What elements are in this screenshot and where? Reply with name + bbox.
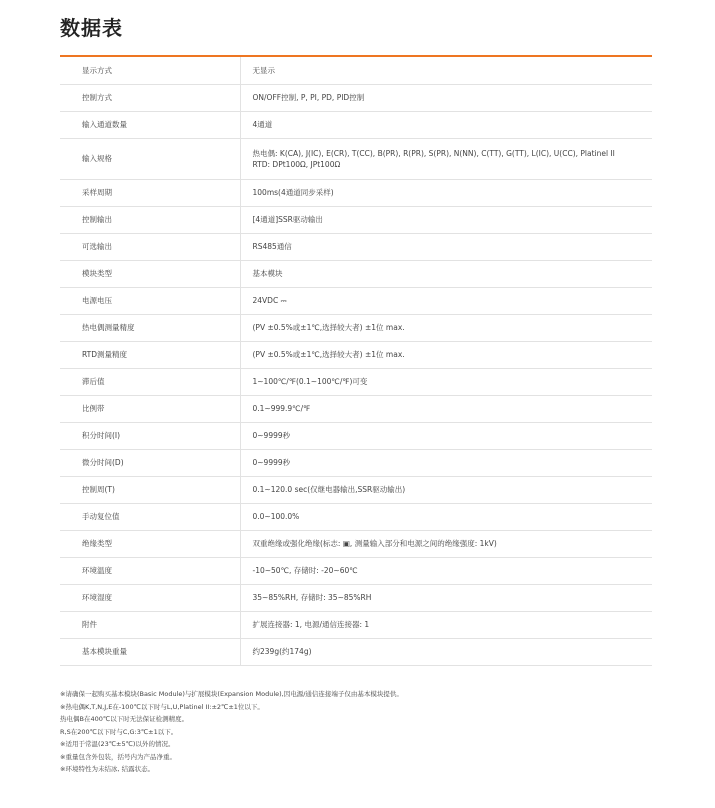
footnotes	[60, 688, 660, 776]
spec-label: 微分时间(D)	[60, 449, 240, 476]
spec-label: 积分时间(I)	[60, 422, 240, 449]
spec-value-line: 1~100℃/℉(0.1~100℃/℉)可变	[252, 377, 368, 386]
spec-table-body	[60, 57, 652, 665]
spec-value-line: 4通道	[252, 120, 273, 129]
spec-value-line: 热电偶: K(CA), J(IC), E(CR), T(CC), B(PR), R(PR), S(PR), N(NN), C(TT), G(TT), L(IC), U(CC), Platinel II	[252, 148, 615, 158]
footnote-line: ※环境特性为未结冰, 结露状态。	[60, 765, 155, 773]
spec-label: RTD测量精度	[60, 341, 240, 368]
spec-value	[240, 260, 652, 287]
spec-value	[240, 422, 652, 449]
spec-value-line: 双重绝缘或强化绝缘(标志: ▣, 测量输入部分和电源之间的绝缘强度: 1kV)	[252, 539, 497, 548]
table-row	[60, 287, 652, 314]
table-row	[60, 84, 652, 111]
spec-value	[240, 287, 652, 314]
table-row	[60, 368, 652, 395]
spec-value-line: 基本模块	[252, 269, 283, 278]
spec-label: 环境湿度	[60, 584, 240, 611]
spec-label: 显示方式	[60, 57, 240, 84]
spec-value-line: RS485通信	[252, 242, 292, 251]
spec-value	[240, 395, 652, 422]
table-row	[60, 530, 652, 557]
spec-value	[240, 179, 652, 206]
spec-value-line: RTD: DPt100Ω, JPt100Ω	[252, 159, 341, 169]
spec-label: 可选输出	[60, 233, 240, 260]
spec-value	[240, 584, 652, 611]
spec-value-line: 0~9999秒	[252, 431, 291, 440]
spec-value-line: 0.1~120.0 sec(仅继电器输出,SSR驱动输出)	[252, 485, 406, 494]
spec-value	[240, 84, 652, 111]
spec-value-line: 100ms(4通道同步采样)	[252, 188, 334, 197]
spec-value-line: [4通道]SSR驱动输出	[252, 215, 323, 224]
spec-value	[240, 449, 652, 476]
spec-value	[240, 341, 652, 368]
spec-value	[240, 57, 652, 84]
spec-label: 热电偶测量精度	[60, 314, 240, 341]
spec-value	[240, 314, 652, 341]
spec-label: 控制输出	[60, 206, 240, 233]
spec-label: 环境温度	[60, 557, 240, 584]
spec-value-line: 无显示	[252, 65, 275, 75]
spec-label: 手动复位值	[60, 503, 240, 530]
table-row	[60, 341, 652, 368]
table-row	[60, 179, 652, 206]
spec-value	[240, 638, 652, 665]
spec-label: 附件	[60, 611, 240, 638]
spec-label: 绝缘类型	[60, 530, 240, 557]
footnote-line: ※热电偶K,T,N,J,E在-100℃以下时与L,U,Platinel II:±2℃±1位以下。	[60, 702, 264, 711]
spec-label: 控制方式	[60, 84, 240, 111]
spec-value	[240, 611, 652, 638]
spec-value	[240, 557, 652, 584]
table-row	[60, 260, 652, 287]
spec-value	[240, 111, 652, 138]
table-row	[60, 138, 652, 179]
spec-value	[240, 476, 652, 503]
spec-label: 电源电压	[60, 287, 240, 314]
spec-value-line: 24VDC ⎓	[252, 296, 287, 305]
spec-value	[240, 138, 652, 179]
spec-value	[240, 233, 652, 260]
table-row	[60, 449, 652, 476]
table-row	[60, 503, 652, 530]
spec-value-line: ON/OFF控制, P, PI, PD, PID控制	[252, 93, 365, 102]
table-row	[60, 314, 652, 341]
footnote-line: ※请确保一起购买基本模块(Basic Module)与扩展模块(Expansion Module),因电源/通信连接端子仅由基本模块提供。	[60, 690, 403, 698]
table-row	[60, 111, 652, 138]
table-row	[60, 422, 652, 449]
spec-value-line: 扩展连接器: 1, 电源/通信连接器: 1	[252, 620, 370, 629]
spec-value	[240, 206, 652, 233]
footnote-line: ※重量包含外包装，括号内为产品净重。	[60, 752, 176, 761]
spec-value-line: (PV ±0.5%或±1℃,选择较大者) ±1位 max.	[252, 323, 405, 332]
table-row	[60, 557, 652, 584]
spec-value-line: 35~85%RH, 存储时: 35~85%RH	[252, 593, 372, 602]
spec-label: 采样周期	[60, 179, 240, 206]
footnote-line: ※适用于常温(23℃±5℃)以外的情况。	[60, 740, 175, 748]
footnote-line: 热电偶B在400℃以下时无法保证检测精度。	[60, 715, 189, 723]
table-row	[60, 584, 652, 611]
spec-label: 输入通道数量	[60, 111, 240, 138]
footnote-line: R,S在200℃以下时与C,G:3℃±1以下。	[60, 727, 178, 736]
table-row	[60, 395, 652, 422]
spec-value	[240, 368, 652, 395]
spec-table	[60, 57, 652, 666]
spec-value-line: 约239g(约174g)	[252, 647, 312, 656]
spec-value-line: -10~50℃, 存储时: -20~60℃	[252, 566, 358, 575]
page-title: 数据表	[60, 16, 123, 40]
spec-label: 控制周(T)	[60, 476, 240, 503]
spec-label: 模块类型	[60, 260, 240, 287]
spec-value-line: 0.0~100.0%	[252, 512, 300, 521]
table-row	[60, 206, 652, 233]
table-row	[60, 57, 652, 84]
spec-value	[240, 530, 652, 557]
spec-value-line: 0~9999秒	[252, 458, 291, 467]
spec-label: 滞后值	[60, 368, 240, 395]
table-row	[60, 233, 652, 260]
spec-label: 输入规格	[60, 138, 240, 179]
table-row	[60, 476, 652, 503]
table-row	[60, 611, 652, 638]
spec-value	[240, 503, 652, 530]
spec-label: 比例带	[60, 395, 240, 422]
spec-value-line: 0.1~999.9℃/℉	[252, 404, 311, 413]
spec-value-line: (PV ±0.5%或±1℃,选择较大者) ±1位 max.	[252, 350, 405, 359]
spec-label: 基本模块重量	[60, 638, 240, 665]
table-row	[60, 638, 652, 665]
